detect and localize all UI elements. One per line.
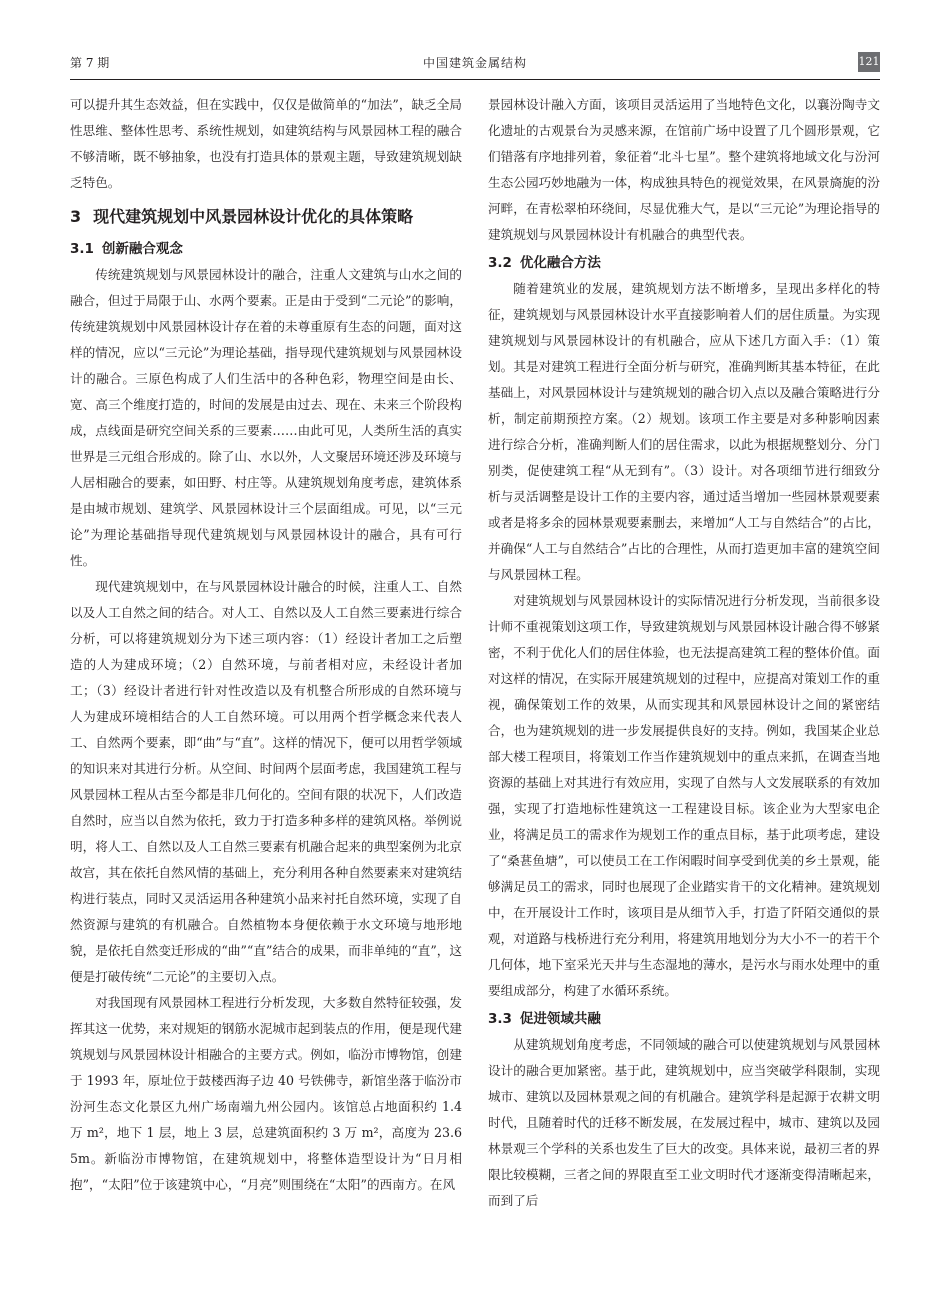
left-column [70,92,462,1198]
paragraph: 随着建筑业的发展，建筑规划方法不断增多，呈现出多样化的特征，建筑规划与风景园林设计水平直接影响着人们的居住质量。为实现建筑规划与风景园林设计的有机融合，应从下述几方面入手：（1）策划。其是对建筑工程进行全面分析与研究，准确判断其基本特征，在此基础上，对风景园林设计与建筑规划的融合切入点以及融合策略进行分析，制定前期预控方案。（2）规划。该项工作主要是对多种影响因素进行综合分析，准确判断人们的居住需求，以此为根据规整划分、分门别类，促使建筑工程“从无到有”。（3）设计。对各项细节进行细致分析与灵活调整是设计工作的主要内容，通过适当增加一些园林景观要素或者是将多余的园林景观要素删去，来增加“人工与自然结合”的占比，并确保“人工与自然结合”占比的合理性，从而打造更加丰富的建筑空间与风景园林工程。 [488,281,880,582]
right-column [488,92,880,1214]
paragraph: 对我国现有风景园林工程进行分析发现，大多数自然特征较强，发挥其这一优势，来对规矩的钢筋水泥城市起到装点的作用，便是现代建筑规划与风景园林设计相融合的主要方式。例如，临汾市博物馆，创建于 1993 年，原址位于鼓楼西海子边 40 号铁佛寺，新馆坐落于临汾市汾河生态文化景区九州广场南端九州公园内。该馆总占地面积约 1.4 万 m²，地下 1 层，地上 3 层，总建筑面积约 3 万 m²，高度为 23.65m。新临汾市博物馆，在建筑规划中，将整体造型设计为“日月相抱”，“太阳”位于该建筑中心，“月亮”则围绕在“太阳”的西南方。在风 [70,995,462,1192]
page-number-badge: 121 [858,52,880,72]
section-title: 现代建筑规划中风景园林设计优化的具体策略 [93,207,414,226]
subsection-title: 创新融合观念 [101,241,183,257]
subsection-number: 3.1 [70,241,94,257]
section-number: 3 [70,207,82,226]
subsection-heading [70,236,462,262]
subsection-title: 促进领域共融 [519,1011,601,1027]
section-heading [70,202,462,232]
paragraph: 从建筑规划角度考虑，不同领域的融合可以使建筑规划与风景园林设计的融合更加紧密。基于此，建筑规划中，应当突破学科限制，实现城市、建筑以及园林景观之间的有机融合。建筑学科是起源于农耕文明时代，且随着时代的迁移不断发展，在发展过程中，城市、建筑以及园林景观三个学科的关系也发生了巨大的改变。具体来说，最初三者的界限比较模糊，三者之间的界限直至工业文明时代才逐渐变得清晰起来，而到了后 [488,1037,880,1208]
subsection-title: 优化融合方法 [519,255,601,271]
running-header [70,52,880,76]
journal-title: 中国建筑金属结构 [422,56,527,70]
subsection-heading [488,1006,880,1032]
subsection-number: 3.3 [488,1011,512,1027]
paragraph: 对建筑规划与风景园林设计的实际情况进行分析发现，当前很多设计师不重视策划这项工作，导致建筑规划与风景园林设计融合得不够紧密，不利于优化人们的居住体验，也无法提高建筑工程的整体价值。面对这样的情况，在实际开展建筑规划的过程中，应提高对策划工作的重视，确保策划工作的效果，从而实现其和风景园林设计之间的紧密结合，也为建筑规划的进一步发展提供良好的支持。例如，我国某企业总部大楼工程项目，将策划工作当作建筑规划中的重点来抓，在调查当地资源的基础上对其进行有效应用，实现了自然与人文发展联系的有效加强，实现了打造地标性建筑这一工程建设目标。该企业为大型家电企业，将满足员工的需求作为规划工作的重点目标，基于此项考虑，建设了“桑葚鱼塘”，可以使员工在工作闲暇时间享受到优美的乡土景观，能够满足员工的需求，同时也展现了企业踏实肯干的文化精神。建筑规划中，在开展设计工作时，该项目是从细节入手，打造了阡陌交通似的景观，对道路与栈桥进行充分利用，将建筑用地划分为大小不一的若干个几何体，地下室采光天井与生态湿地的薄水，是污水与雨水处理中的重要组成部分，构建了水循环系统。 [488,593,880,998]
paragraph: 现代建筑规划中，在与风景园林设计融合的时候，注重人工、自然以及人工自然之间的结合。对人工、自然以及人工自然三要素进行综合分析，可以将建筑规划分为下述三项内容：（1）经设计者加工之后塑造的人为建成环境；（2）自然环境，与前者相对应，未经设计者加工；（3）经设计者进行针对性改造以及有机整合所形成的自然环境与人为建成环境相结合的人工自然环境。可以用两个哲学概念来代表人工、自然两个要素，即“曲”与“直”。这样的情况下，便可以用哲学领域的知识来对其进行分析。从空间、时间两个层面考虑，我国建筑工程与风景园林工程从古至今都是非几何化的。空间有限的状况下，人们改造自然时，应当以自然为依托，致力于打造多种多样的建筑风格。举例说明，将人工、自然以及人工自然三要素有机融合起来的典型案例为北京故宫，其在依托自然风情的基础上，充分利用各种自然要素来对建筑结构进行装点，同时又灵活运用各种建筑小品来衬托自然环境，实现了自然资源与建筑的有机融合。自然植物本身便依赖于水文环境与地形地貌，是依托自然变迁形成的“曲”“直”结合的成果，而非单纯的“直”，这便是打破传统“二元论”的主要切入点。 [70,579,462,984]
subsection-heading [488,250,880,276]
subsection-number: 3.2 [488,255,512,271]
paragraph: 传统建筑规划与风景园林设计的融合，注重人文建筑与山水之间的融合，但过于局限于山、水两个要素。正是由于受到“二元论”的影响，传统建筑规划中风景园林设计存在着的未尊重原有生态的问题，面对这样的情况，应以“三元论”为理论基础，指导现代建筑规划与风景园林设计的融合。三原色构成了人们生活中的各种色彩，物理空间是由长、宽、高三个维度打造的，时间的发展是由过去、现在、未来三个阶段构成，点线面是研究空间关系的三要素……由此可见，人类所生活的真实世界是三元组合形成的。除了山、水以外，人文聚居环境还涉及环境与人居相融合的要素，如田野、村庄等。从建筑规划角度考虑，建筑体系是由城市规划、建筑学、风景园林设计三个层面组成。可见，以“三元论”为理论基础指导现代建筑规划与风景园林设计的融合，具有可行性。 [70,267,462,568]
paragraph: 景园林设计融入方面，该项目灵活运用了当地特色文化，以襄汾陶寺文化遗址的古观景台为灵感来源，在馆前广场中设置了几个圆形景观，它们错落有序地排列着，象征着“北斗七星”。整个建筑将地域文化与汾河生态公园巧妙地融为一体，构成独具特色的视觉效果，在风景旖旎的汾河畔，在青松翠柏环绕间，尽显优雅大气，是以“三元论”为理论指导的建筑规划与风景园林设计有机融合的典型代表。 [488,97,880,242]
issue-label: 第 7 期 [70,56,110,70]
header-divider [70,79,880,80]
paragraph: 可以提升其生态效益，但在实践中，仅仅是做简单的“加法”，缺乏全局性思维、整体性思考、系统性规划，如建筑结构与风景园林工程的融合不够清晰，既不够抽象，也没有打造具体的景观主题，导致建筑规划缺乏特色。 [70,97,462,190]
